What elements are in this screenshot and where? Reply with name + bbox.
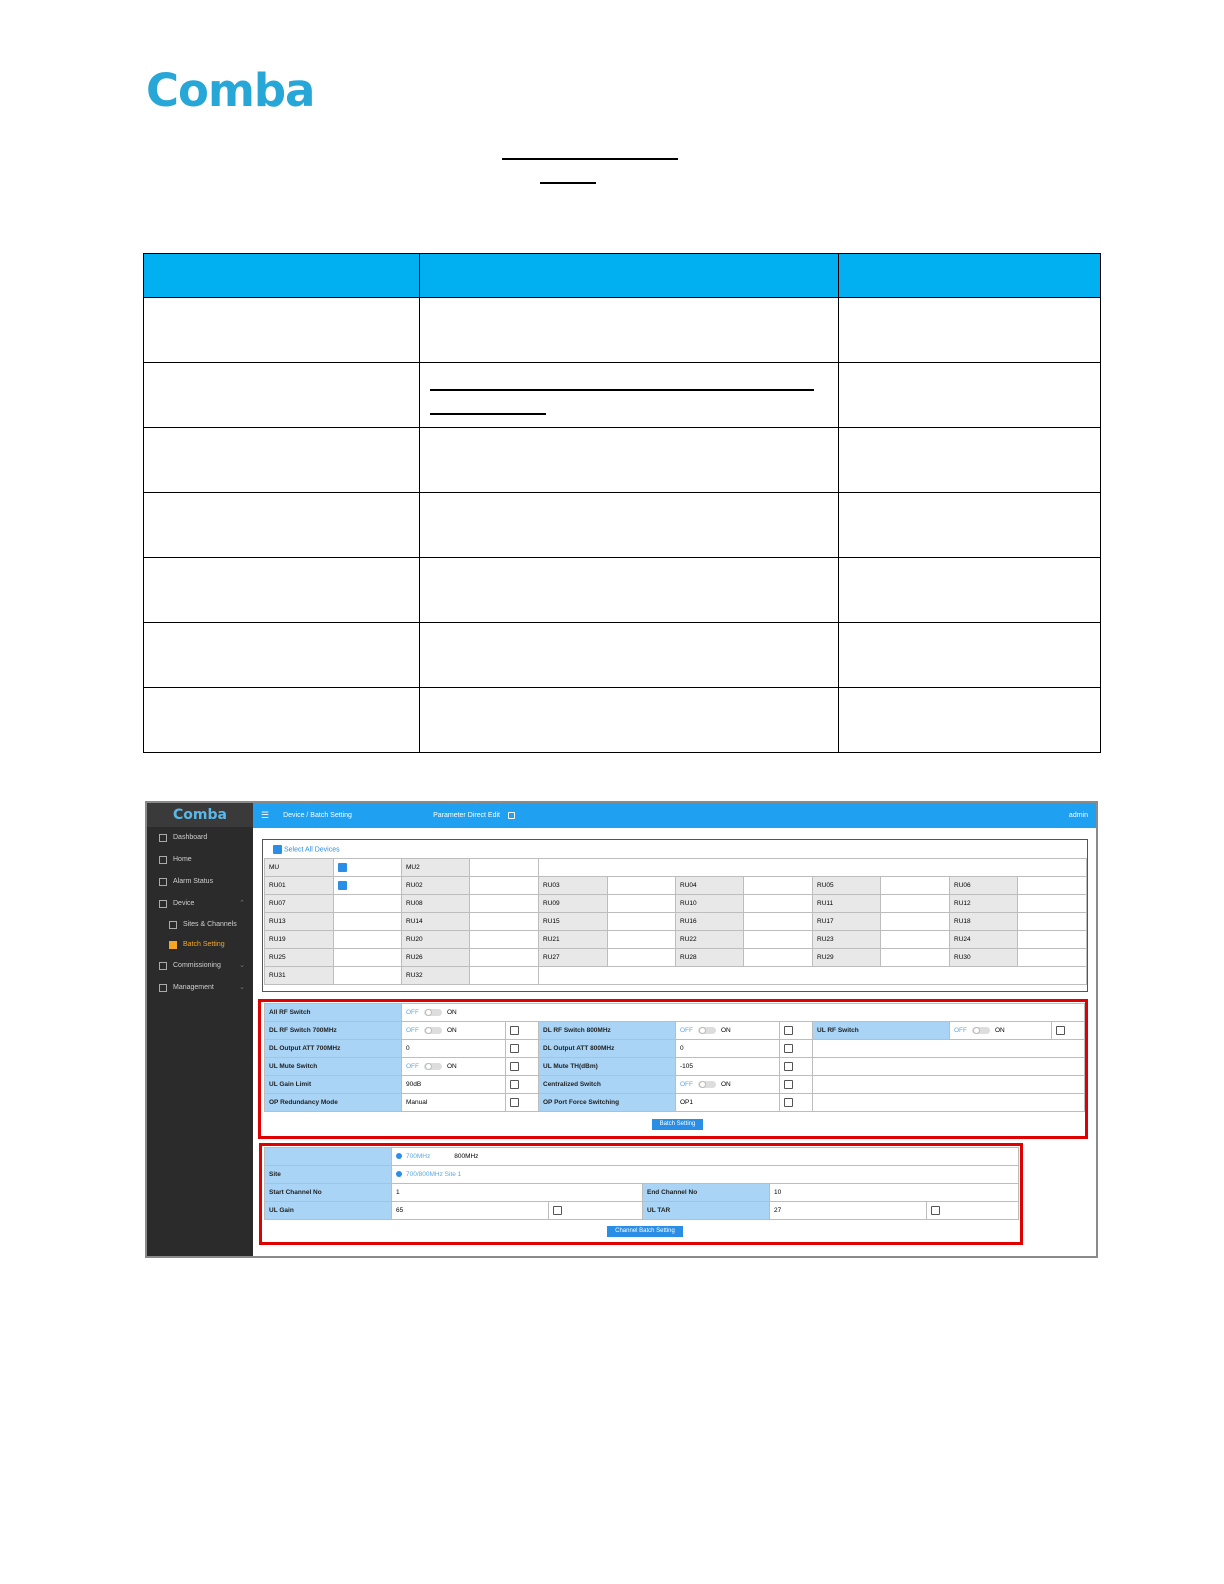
ru-row bbox=[265, 931, 1087, 949]
device-label: RU09 bbox=[539, 895, 608, 913]
device-label: RU25 bbox=[265, 949, 334, 967]
op-redundancy-label: OP Redundancy Mode bbox=[265, 1094, 402, 1112]
device-label: RU16 bbox=[676, 913, 744, 931]
device-label: MU bbox=[265, 859, 334, 877]
device-select[interactable] bbox=[470, 877, 539, 895]
ul-gain-limit-select[interactable]: 90dB bbox=[402, 1076, 506, 1094]
device-label: RU17 bbox=[813, 913, 881, 931]
device-label: RU29 bbox=[813, 949, 881, 967]
sidebar-item-device[interactable] bbox=[147, 893, 253, 915]
sidebar-item-label: Dashboard bbox=[173, 834, 208, 841]
table-row bbox=[144, 493, 1101, 558]
all-rf-switch-label: All RF Switch bbox=[265, 1004, 402, 1022]
device-label: RU21 bbox=[539, 931, 608, 949]
dl-att-800-label: DL Output ATT 800MHz bbox=[539, 1040, 676, 1058]
checkbox[interactable] bbox=[338, 881, 347, 890]
menu-icon[interactable]: ☰ bbox=[261, 810, 270, 820]
device-label: RU01 bbox=[265, 877, 334, 895]
table-row bbox=[144, 363, 1101, 428]
device-label: RU08 bbox=[402, 895, 470, 913]
sidebar-item-home[interactable] bbox=[147, 849, 253, 871]
sidebar-item-label: Home bbox=[173, 856, 192, 863]
toggle-on-label: ON bbox=[721, 1027, 731, 1035]
device-label: RU19 bbox=[265, 931, 334, 949]
list-icon bbox=[169, 941, 177, 949]
device-select[interactable] bbox=[470, 913, 539, 931]
device-select[interactable] bbox=[608, 877, 676, 895]
site-option[interactable]: 700/800MHz Site 1 bbox=[406, 1171, 462, 1178]
parameter-direct-edit-checkbox[interactable] bbox=[508, 812, 515, 819]
table-header bbox=[144, 254, 1101, 298]
device-label: RU12 bbox=[950, 895, 1018, 913]
device-label: RU27 bbox=[539, 949, 608, 967]
end-channel-label: End Channel No bbox=[643, 1184, 770, 1202]
table-row bbox=[144, 623, 1101, 688]
device-label: RU11 bbox=[813, 895, 881, 913]
select-all-checkbox[interactable] bbox=[273, 845, 282, 854]
mu-row bbox=[265, 859, 1087, 877]
parameter-table bbox=[143, 253, 1101, 753]
ru-row bbox=[265, 967, 1087, 985]
device-label: RU30 bbox=[950, 949, 1018, 967]
ru-row bbox=[265, 895, 1087, 913]
sidebar-item-label: Device bbox=[173, 900, 195, 907]
toggle-off-label: OFF bbox=[406, 1027, 419, 1035]
device-select[interactable] bbox=[881, 913, 950, 931]
sidebar-item-label: Batch Setting bbox=[183, 941, 225, 948]
device-select[interactable] bbox=[470, 967, 539, 985]
ul-mute-th-label: UL Mute TH(dBm) bbox=[539, 1058, 676, 1076]
ru-row bbox=[265, 949, 1087, 967]
dl-rf-700-label: DL RF Switch 700MHz bbox=[265, 1022, 402, 1040]
table-row bbox=[144, 558, 1101, 623]
device-select[interactable] bbox=[334, 877, 402, 895]
device-label: RU24 bbox=[950, 931, 1018, 949]
toggle-on-label: ON bbox=[447, 1063, 457, 1071]
device-select[interactable] bbox=[470, 895, 539, 913]
checkbox[interactable] bbox=[338, 863, 347, 872]
toggle-off-label: OFF bbox=[406, 1009, 419, 1017]
device-select[interactable] bbox=[744, 895, 813, 913]
device-label: RU14 bbox=[402, 913, 470, 931]
device-select[interactable] bbox=[608, 949, 676, 967]
sidebar-item-alarm-status[interactable] bbox=[147, 871, 253, 893]
device-label: RU32 bbox=[402, 967, 470, 985]
sidebar-item-sites-channels[interactable] bbox=[147, 915, 253, 935]
gear-icon bbox=[159, 984, 167, 992]
device-select[interactable] bbox=[334, 931, 402, 949]
dl-att-800-input[interactable]: 0 bbox=[676, 1040, 780, 1058]
table-row bbox=[144, 298, 1101, 363]
device-label: RU22 bbox=[676, 931, 744, 949]
ul-mute-switch-label: UL Mute Switch bbox=[265, 1058, 402, 1076]
ul-rf-switch-label: UL RF Switch bbox=[813, 1022, 950, 1040]
device-select[interactable] bbox=[334, 859, 402, 877]
device-label: RU06 bbox=[950, 877, 1018, 895]
device-select[interactable] bbox=[881, 949, 950, 967]
ul-tar-label: UL TAR bbox=[643, 1202, 770, 1220]
ul-tar-input[interactable]: 27 bbox=[770, 1202, 927, 1220]
device-select[interactable] bbox=[744, 931, 813, 949]
toggle-on-label: ON bbox=[447, 1009, 457, 1017]
ru-row bbox=[265, 877, 1087, 895]
toggle-on-label: ON bbox=[995, 1027, 1005, 1035]
select-all-devices[interactable] bbox=[273, 845, 340, 854]
breadcrumb: Device / Batch Setting bbox=[283, 812, 352, 819]
device-select[interactable] bbox=[744, 949, 813, 967]
device-label: RU26 bbox=[402, 949, 470, 967]
highlight-rf-settings bbox=[258, 999, 1088, 1139]
ul-gain-limit-label: UL Gain Limit bbox=[265, 1076, 402, 1094]
device-select[interactable] bbox=[470, 949, 539, 967]
centralized-switch-label: Centralized Switch bbox=[539, 1076, 676, 1094]
device-select[interactable] bbox=[608, 913, 676, 931]
list-icon bbox=[169, 921, 177, 929]
device-select[interactable] bbox=[608, 895, 676, 913]
device-select[interactable] bbox=[1018, 877, 1087, 895]
device-label: RU28 bbox=[676, 949, 744, 967]
toggle-off-label: OFF bbox=[680, 1081, 693, 1089]
chevron-down-icon: ⌄ bbox=[239, 962, 245, 969]
dl-att-700-input[interactable]: 0 bbox=[402, 1040, 506, 1058]
op-port-force-select[interactable]: OP1 bbox=[676, 1094, 780, 1112]
device-label: RU07 bbox=[265, 895, 334, 913]
device-select[interactable] bbox=[1018, 931, 1087, 949]
band-700-option[interactable]: 700MHz bbox=[406, 1153, 431, 1160]
table-row bbox=[144, 688, 1101, 753]
device-label: RU04 bbox=[676, 877, 744, 895]
toggle-off-label: OFF bbox=[680, 1027, 693, 1035]
sidebar-item-management[interactable] bbox=[147, 977, 253, 999]
chevron-down-icon: ⌄ bbox=[239, 984, 245, 991]
batch-setting-button[interactable]: Batch Setting bbox=[652, 1119, 703, 1130]
device-select[interactable] bbox=[744, 913, 813, 931]
sidebar-item-batch-setting[interactable] bbox=[147, 935, 253, 955]
device-label: RU03 bbox=[539, 877, 608, 895]
device-select[interactable] bbox=[881, 877, 950, 895]
grid-icon bbox=[159, 962, 167, 970]
end-channel-input[interactable]: 10 bbox=[770, 1184, 1019, 1202]
site-label: Site bbox=[265, 1166, 392, 1184]
ru-row bbox=[265, 913, 1087, 931]
ul-gain-input[interactable]: 65 bbox=[392, 1202, 549, 1220]
device-select[interactable] bbox=[334, 895, 402, 913]
device-select[interactable] bbox=[1018, 895, 1087, 913]
channel-batch-setting-button[interactable]: Channel Batch Setting bbox=[607, 1226, 683, 1237]
device-label: RU31 bbox=[265, 967, 334, 985]
start-channel-input[interactable]: 1 bbox=[392, 1184, 643, 1202]
sidebar-item-label: Commissioning bbox=[173, 962, 221, 969]
toggle-on-label: ON bbox=[721, 1081, 731, 1089]
dl-att-700-label: DL Output ATT 700MHz bbox=[265, 1040, 402, 1058]
sidebar-item-commissioning[interactable] bbox=[147, 955, 253, 977]
sidebar-item-dashboard[interactable] bbox=[147, 827, 253, 849]
device-select[interactable] bbox=[881, 931, 950, 949]
toggle-off-label: OFF bbox=[406, 1063, 419, 1071]
device-select[interactable] bbox=[334, 913, 402, 931]
device-grid bbox=[264, 858, 1087, 985]
device-label: MU2 bbox=[402, 859, 470, 877]
op-port-force-label: OP Port Force Switching bbox=[539, 1094, 676, 1112]
device-select[interactable] bbox=[334, 949, 402, 967]
device-label: RU23 bbox=[813, 931, 881, 949]
device-select[interactable] bbox=[881, 895, 950, 913]
monitor-icon bbox=[159, 856, 167, 864]
device-select[interactable] bbox=[470, 931, 539, 949]
top-bar bbox=[253, 803, 1096, 828]
heading-underline bbox=[502, 158, 678, 160]
device-select[interactable] bbox=[608, 931, 676, 949]
comba-logo: Comba bbox=[146, 64, 315, 117]
sidebar-item-label: Alarm Status bbox=[173, 878, 214, 885]
sidebar-brand: Comba bbox=[147, 803, 253, 827]
sidebar-item-label: Sites & Channels bbox=[183, 921, 237, 928]
user-menu[interactable]: admin bbox=[1068, 812, 1088, 819]
share-icon bbox=[159, 834, 167, 842]
device-select[interactable] bbox=[1018, 949, 1087, 967]
sidebar bbox=[147, 803, 253, 1256]
device-select[interactable] bbox=[744, 877, 813, 895]
table-row bbox=[144, 428, 1101, 493]
toggle-off-label: OFF bbox=[954, 1027, 967, 1035]
ul-gain-label: UL Gain bbox=[265, 1202, 392, 1220]
subheading-underline bbox=[540, 182, 596, 184]
device-label: RU18 bbox=[950, 913, 1018, 931]
alarm-icon bbox=[159, 878, 167, 886]
toggle-on-label: ON bbox=[447, 1027, 457, 1035]
sidebar-item-label: Management bbox=[173, 984, 214, 991]
device-label: RU05 bbox=[813, 877, 881, 895]
device-select[interactable] bbox=[470, 859, 539, 877]
op-redundancy-select[interactable]: Manual bbox=[402, 1094, 506, 1112]
select-all-label: Select All Devices bbox=[283, 846, 340, 854]
device-label: RU13 bbox=[265, 913, 334, 931]
ul-mute-th-input[interactable]: -105 bbox=[676, 1058, 780, 1076]
chevron-up-icon: ⌃ bbox=[239, 900, 245, 907]
parameter-direct-edit-label: Parameter Direct Edit bbox=[433, 812, 500, 819]
device-select[interactable] bbox=[1018, 913, 1087, 931]
band-800-option[interactable]: 800MHz bbox=[454, 1153, 479, 1160]
device-select[interactable] bbox=[334, 967, 402, 985]
device-label: RU20 bbox=[402, 931, 470, 949]
highlight-channel-settings bbox=[259, 1143, 1023, 1245]
device-label: RU15 bbox=[539, 913, 608, 931]
start-channel-label: Start Channel No bbox=[265, 1184, 392, 1202]
device-label: RU10 bbox=[676, 895, 744, 913]
dl-rf-800-label: DL RF Switch 800MHz bbox=[539, 1022, 676, 1040]
device-label: RU02 bbox=[402, 877, 470, 895]
device-icon bbox=[159, 900, 167, 908]
